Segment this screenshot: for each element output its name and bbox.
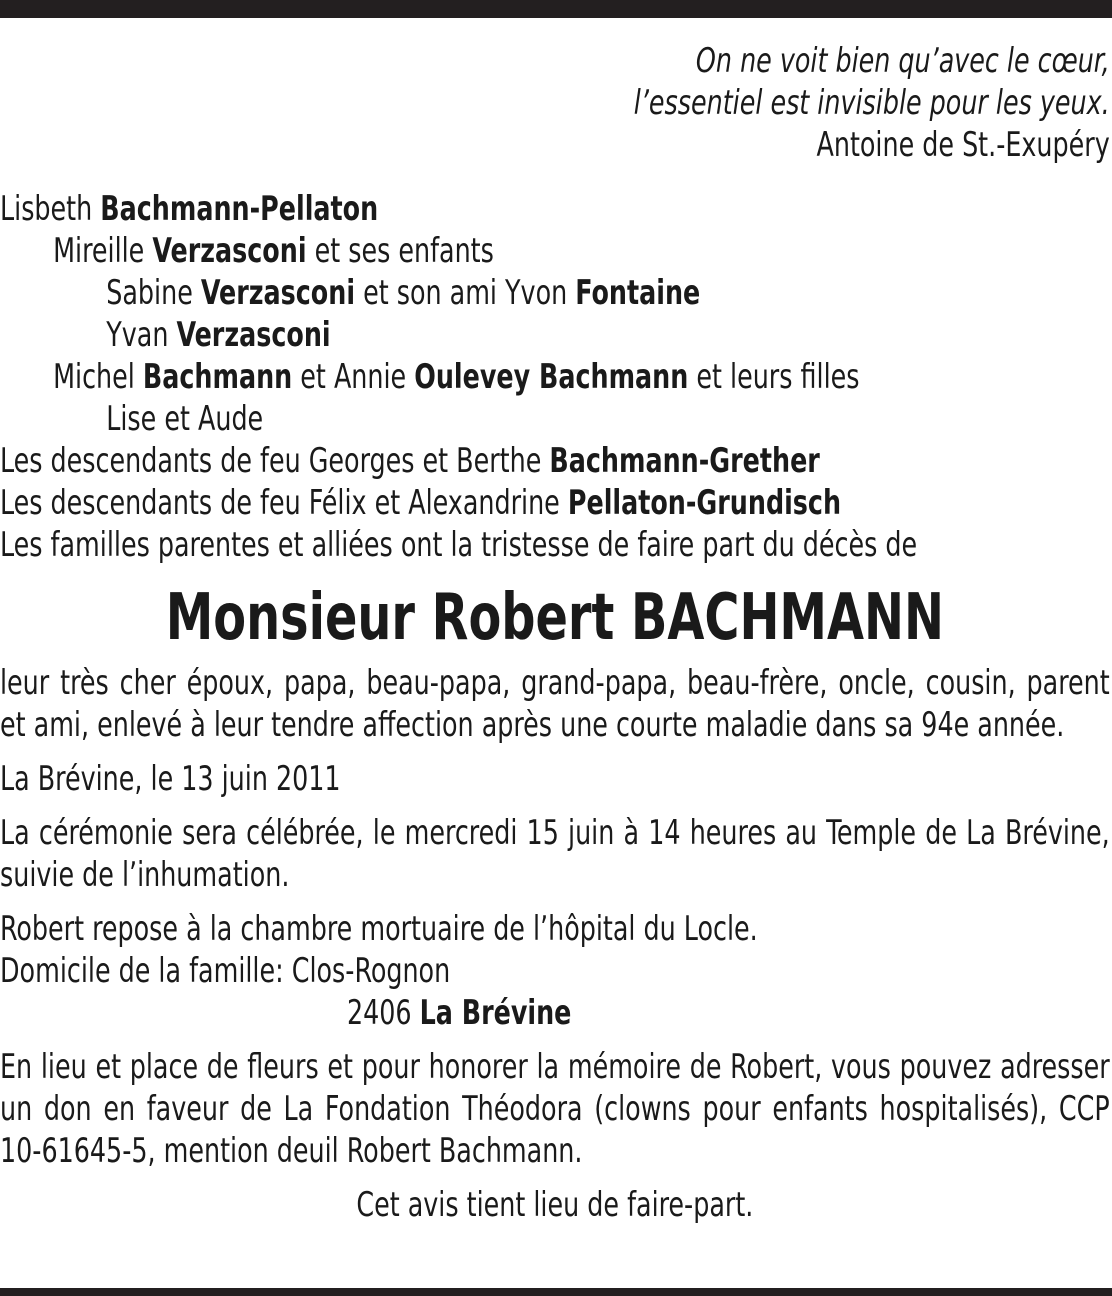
relation-text: et leurs filles: [696, 357, 860, 397]
family-line: [0, 230, 1110, 272]
address-block: [0, 908, 1110, 1034]
surname: Verzasconi: [200, 273, 356, 313]
ceremony-paragraph: La cérémonie sera célébrée, le mercredi 15 juin à 14 heures au Temple de La Brévine, suivie de l’inhumation.: [0, 813, 1110, 895]
family-line: Lise et Aude: [106, 399, 264, 439]
donation-paragraph: En lieu et place de fleurs et pour honorer la mémoire de Robert, vous pouvez adresser un don en faveur de La Fondation Théodora (clowns pour enfants hospitalisés), CCP 10-61645-5, mention deuil Robert Bachmann.: [0, 1047, 1110, 1171]
obituary-notice: [0, 40, 1110, 1226]
family-line: [0, 440, 1110, 482]
announcement-line: Les familles parentes et alliées ont la tristesse de faire part du décès de: [0, 525, 918, 565]
postcode: 2406: [346, 993, 412, 1033]
epigraph: [0, 40, 1110, 166]
family-list: [0, 188, 1110, 566]
family-line: [0, 272, 1110, 314]
family-line: [0, 188, 1110, 230]
surname: Oulevey Bachmann: [414, 357, 689, 397]
epigraph-author: Antoine de St.-Exupéry: [816, 125, 1110, 165]
surname: Bachmann-Pellaton: [100, 189, 379, 229]
first-name: Yvan: [106, 315, 169, 355]
town: La Brévine: [419, 993, 572, 1033]
first-name: Mireille: [53, 231, 145, 271]
relation-text: et ses enfants: [314, 231, 494, 271]
description-paragraph: leur très cher époux, papa, beau-papa, grand-papa, beau-frère, oncle, cousin, parent et ami, enlevé à leur tendre affection après une courte maladie dans sa 94e année.: [0, 663, 1110, 745]
top-rule: [0, 0, 1112, 18]
surname: Bachmann: [142, 357, 293, 397]
family-line: [0, 482, 1110, 524]
first-name: Sabine: [106, 273, 193, 313]
place-date: La Brévine, le 13 juin 2011: [0, 759, 341, 799]
surname: Pellaton-Grundisch: [567, 483, 842, 523]
family-line: [0, 314, 1110, 356]
first-name: Michel: [53, 357, 135, 397]
relation-text: Les descendants de feu Félix et Alexandrine: [0, 483, 560, 523]
bottom-rule: [0, 1288, 1112, 1296]
surname: Verzasconi: [176, 315, 331, 355]
deceased-name: Monsieur Robert BACHMANN: [165, 581, 944, 655]
epigraph-line-2: l’essentiel est invisible pour les yeux.: [633, 83, 1110, 123]
relation-text: et son ami Yvon: [363, 273, 568, 313]
first-name: Lisbeth: [0, 189, 93, 229]
postcode-line: [0, 992, 1110, 1034]
surname: Fontaine: [575, 273, 701, 313]
family-line: [0, 356, 1110, 398]
domicile-line: Domicile de la famille: Clos-Rognon: [0, 951, 451, 991]
epigraph-line-1: On ne voit bien qu’avec le cœur,: [695, 41, 1110, 81]
closing-line: Cet avis tient lieu de faire-part.: [356, 1185, 754, 1225]
surname: Bachmann-Grether: [549, 441, 820, 481]
relation-text: Les descendants de feu Georges et Berthe: [0, 441, 542, 481]
relation-text: et Annie: [300, 357, 407, 397]
surname: Verzasconi: [152, 231, 307, 271]
repose-line: Robert repose à la chambre mortuaire de l’hôpital du Locle.: [0, 909, 758, 949]
